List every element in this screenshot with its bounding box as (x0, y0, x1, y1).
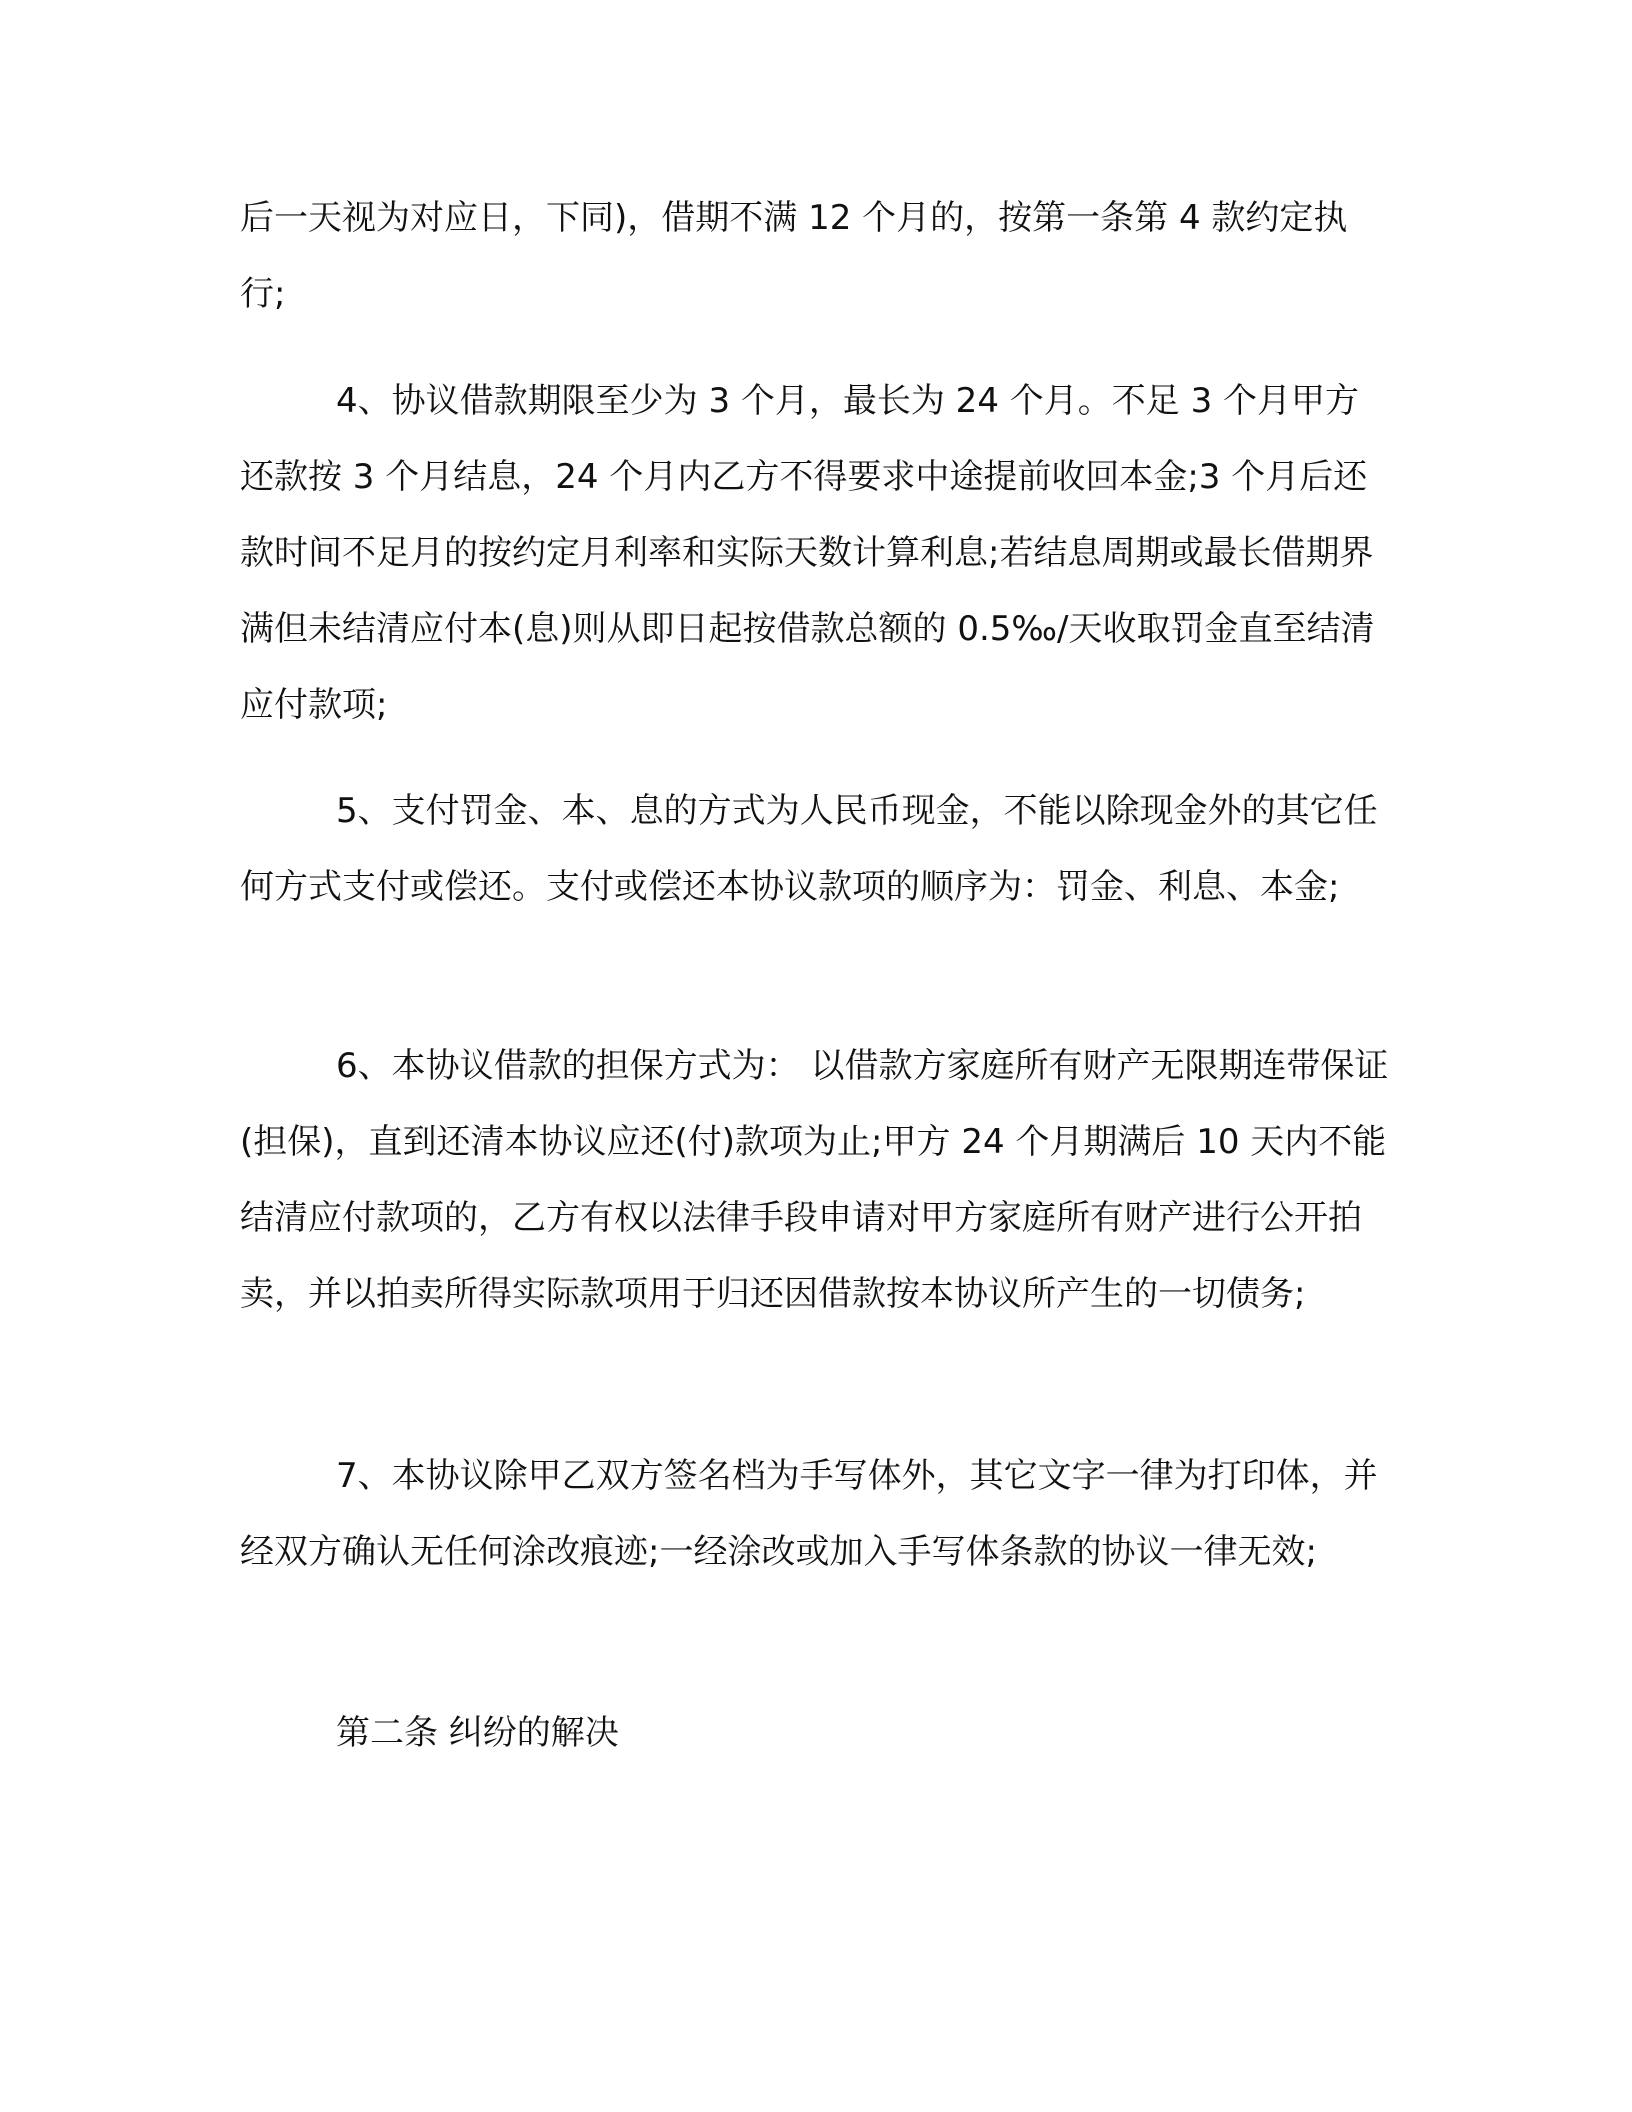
section-heading-article-2: 第二条 纠纷的解决 (336, 1713, 619, 1753)
paragraph-clause-7: 7、本协议除甲乙双方签名档为手写体外，其它文字一律为打印体，并经双方确认无任何涂改痕迹;一经涂改或加入手写体条款的协议一律无效; (240, 1456, 1378, 1572)
paragraph-clause-5: 5、支付罚金、本、息的方式为人民币现金，不能以除现金外的其它任何方式支付或偿还。支付或偿还本协议款项的顺序为：罚金、利息、本金; (240, 791, 1378, 907)
paragraph-clause-6: 6、本协议借款的担保方式为： 以借款方家庭所有财产无限期连带保证(担保)，直到还清本协议应还(付)款项为止;甲方 24 个月期满后 10 天内不能结清应付款项的，乙方有权以法律手段申请对甲方家庭所有财产进行公开拍卖，并以拍卖所得实际款项用于归还因借款按本协议所产生的一切债务; (240, 1046, 1389, 1314)
paragraph-clause-4: 4、协议借款期限至少为 3 个月，最长为 24 个月。不足 3 个月甲方还款按 3 个月结息，24 个月内乙方不得要求中途提前收回本金;3 个月后还款时间不足月的按约定月利率和实际天数计算利息;若结息周期或最长借期界满但未结清应付本(息)则从即日起按借款总额的 0.5‰/天收取罚金直至结清应付款项; (240, 381, 1375, 725)
paragraph-continuation: 后一天视为对应日，下同)，借期不满 12 个月的，按第一条第 4 款约定执行; (240, 198, 1348, 314)
